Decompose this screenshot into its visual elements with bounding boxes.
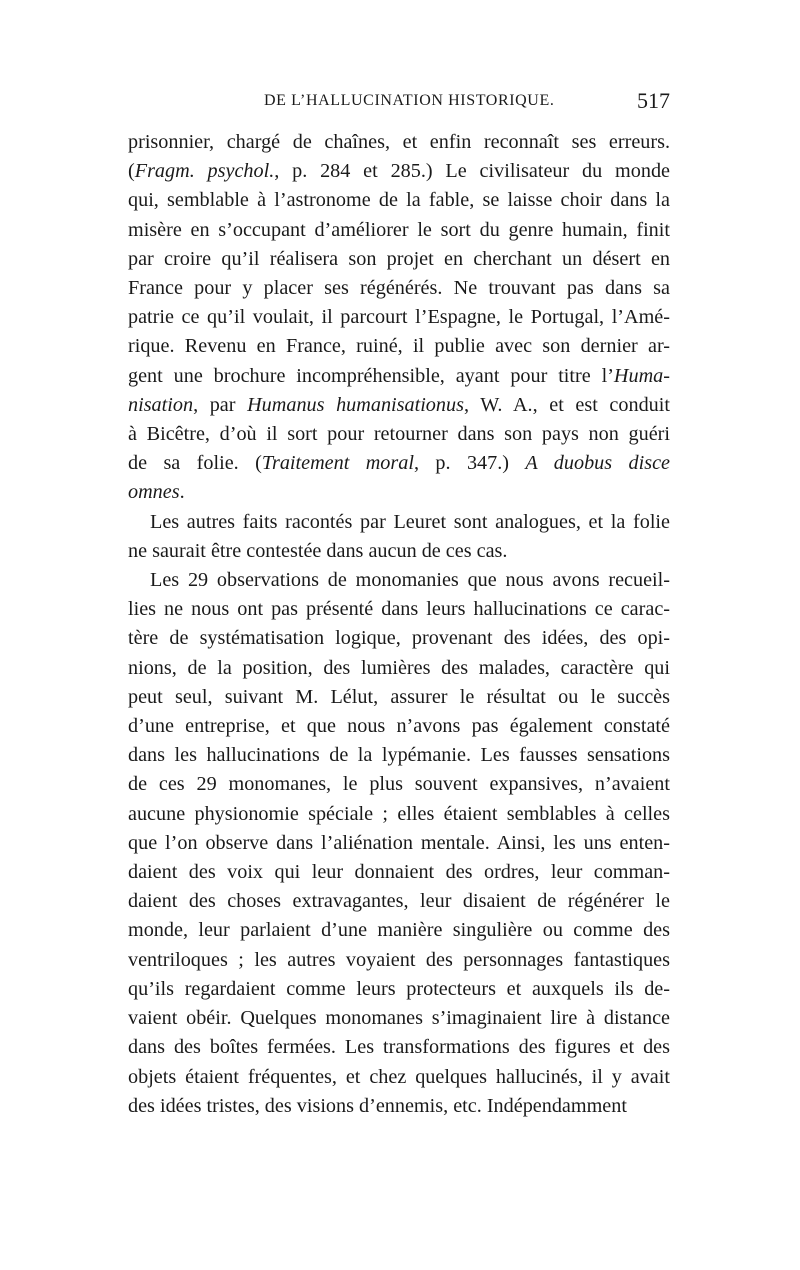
text-line: France pour y placer ses régénérés. Ne trouvant pas dans sa <box>128 277 670 300</box>
text-line: que l’on observe dans l’aliénation mentale. Ainsi, les uns enten- <box>128 831 670 854</box>
body-text <box>128 128 670 1121</box>
italic-text: Traitement moral <box>261 452 414 475</box>
italic-text: Fragm. psychol. <box>134 160 275 183</box>
italic-text: omnes <box>128 481 180 504</box>
text-line: patrie ce qu’il voulait, il parcourt l’Espagne, le Portugal, l’Amé- <box>128 306 670 329</box>
text-line: des idées tristes, des visions d’ennemis, etc. Indépendamment <box>128 1094 627 1117</box>
text-line: dans des boîtes fermées. Les transformations des figures et des <box>128 1036 670 1059</box>
running-title: DE L’HALLUCINATION HISTORIQUE. <box>264 92 555 109</box>
italic-text: A duobus disce <box>525 452 670 475</box>
text-line: nions, de la position, des lumières des malades, caractère qui <box>128 656 670 679</box>
text-line: de sa folie. (Traitement moral, p. 347.) A duobus disce <box>128 452 670 475</box>
italic-text: Huma- <box>613 364 670 387</box>
paragraph <box>128 508 670 566</box>
text-line: (Fragm. psychol., p. 284 et 285.) Le civilisateur du monde <box>128 160 670 183</box>
text-line: ne saurait être contestée dans aucun de ces cas. <box>128 539 508 562</box>
text-line: monde, leur parlaient d’une manière singulière ou comme des <box>128 919 670 942</box>
paragraph <box>128 566 670 1121</box>
running-head <box>128 88 670 128</box>
italic-text: Humanus humanisationus <box>247 393 464 416</box>
text-line: qui, semblable à l’astronome de la fable, se laisse choir dans la <box>128 189 670 212</box>
text-line: tère de systématisation logique, provenant des idées, des opi- <box>128 627 670 650</box>
italic-text: nisation <box>128 393 194 416</box>
text-line: ventriloques ; les autres voyaient des personnages fantastiques <box>128 948 670 971</box>
text-line: lies ne nous ont pas présenté dans leurs hallucinations ce carac- <box>128 598 670 621</box>
text-line: d’une entreprise, et que nous n’avons pas également constaté <box>128 715 670 738</box>
text-line: peut seul, suivant M. Lélut, assurer le résultat ou le succès <box>128 685 670 708</box>
book-page <box>128 88 670 1121</box>
text-line: rique. Revenu en France, ruiné, il publie avec son dernier ar- <box>128 335 670 358</box>
text-line: nisation, par Humanus humanisationus, W. A., et est conduit <box>128 393 670 416</box>
text-line: qu’ils regardaient comme leurs protecteurs et auxquels ils de- <box>128 977 670 1000</box>
page-number: 517 <box>637 88 670 113</box>
text-line: daient des voix qui leur donnaient des ordres, leur comman- <box>128 861 670 884</box>
text-line: vaient obéir. Quelques monomanes s’imaginaient lire à distance <box>128 1007 670 1030</box>
text-line: misère en s’occupant d’améliorer le sort du genre humain, finit <box>128 218 670 241</box>
text-line: dans les hallucinations de la lypémanie. Les fausses sensations <box>128 744 670 767</box>
text-line: Les 29 observations de monomanies que nous avons recueil- <box>150 569 670 592</box>
text-line: de ces 29 monomanes, le plus souvent expansives, n’avaient <box>128 773 670 796</box>
text-line: omnes. <box>128 481 185 504</box>
text-line: daient des choses extravagantes, leur disaient de régénérer le <box>128 890 670 913</box>
text-line: gent une brochure incompréhensible, ayant pour titre l’Huma- <box>128 364 670 387</box>
text-line: prisonnier, chargé de chaînes, et enfin reconnaît ses erreurs. <box>128 131 670 153</box>
text-line: objets étaient fréquentes, et chez quelques hallucinés, il y avait <box>128 1065 670 1088</box>
text-line: Les autres faits racontés par Leuret sont analogues, et la folie <box>150 510 670 533</box>
text-line: à Bicêtre, d’où il sort pour retourner dans son pays non guéri <box>128 423 670 446</box>
text-line: par croire qu’il réalisera son projet en cherchant un désert en <box>128 247 670 270</box>
text-line: aucune physionomie spéciale ; elles étaient semblables à celles <box>128 802 670 825</box>
paragraph <box>128 128 670 508</box>
